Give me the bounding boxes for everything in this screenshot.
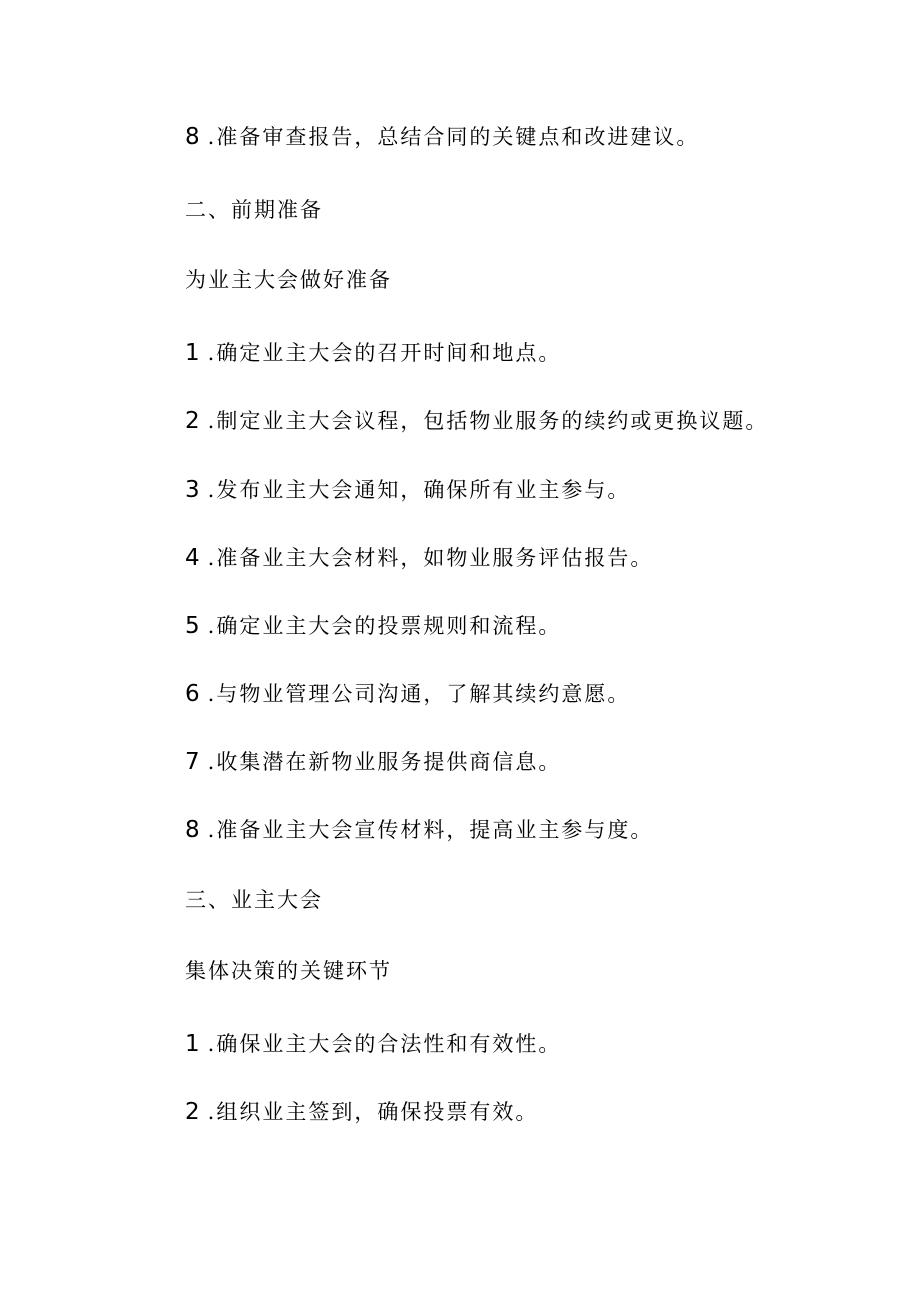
item-number: 8 bbox=[185, 124, 200, 150]
section-heading bbox=[185, 193, 880, 227]
list-item bbox=[185, 404, 880, 438]
item-number: 2 bbox=[185, 408, 200, 434]
section-subtitle-text: 集体决策的关键环节 bbox=[185, 959, 392, 983]
list-item bbox=[185, 1027, 880, 1061]
section-heading-text: 二、前期准备 bbox=[185, 198, 323, 222]
list-item bbox=[185, 336, 880, 370]
section-subtitle bbox=[185, 954, 880, 988]
item-text: .确定业主大会的召开时间和地点。 bbox=[207, 341, 562, 365]
list-item bbox=[185, 813, 880, 847]
item-text: .准备业主大会材料，如物业服务评估报告。 bbox=[207, 546, 654, 570]
item-number: 1 bbox=[185, 340, 200, 366]
item-number: 4 bbox=[185, 545, 200, 571]
list-item bbox=[185, 120, 880, 154]
list-item bbox=[185, 609, 880, 643]
item-number: 2 bbox=[185, 1099, 200, 1125]
item-text: .与物业管理公司沟通，了解其续约意愿。 bbox=[207, 682, 631, 706]
item-number: 8 bbox=[185, 817, 200, 843]
item-number: 5 bbox=[185, 613, 200, 639]
item-text: .发布业主大会通知，确保所有业主参与。 bbox=[207, 478, 631, 502]
section-subtitle-text: 为业主大会做好准备 bbox=[185, 268, 392, 292]
item-text: .准备业主大会宣传材料，提高业主参与度。 bbox=[207, 818, 654, 842]
item-text: .确定业主大会的投票规则和流程。 bbox=[207, 614, 562, 638]
item-number: 3 bbox=[185, 477, 200, 503]
list-item bbox=[185, 745, 880, 779]
item-text: .准备审查报告，总结合同的关键点和改进建议。 bbox=[207, 125, 700, 149]
list-item bbox=[185, 1095, 880, 1129]
item-number: 7 bbox=[185, 749, 200, 775]
item-text: .确保业主大会的合法性和有效性。 bbox=[207, 1032, 562, 1056]
item-number: 1 bbox=[185, 1031, 200, 1057]
item-text: .制定业主大会议程，包括物业服务的续约或更换议题。 bbox=[207, 409, 769, 433]
item-text: .组织业主签到，确保投票有效。 bbox=[207, 1100, 539, 1124]
list-item bbox=[185, 473, 880, 507]
item-text: .收集潜在新物业服务提供商信息。 bbox=[207, 750, 562, 774]
list-item bbox=[185, 677, 880, 711]
section-heading bbox=[185, 883, 880, 917]
item-number: 6 bbox=[185, 681, 200, 707]
section-subtitle bbox=[185, 263, 880, 297]
list-item bbox=[185, 541, 880, 575]
section-heading-text: 三、业主大会 bbox=[185, 888, 323, 912]
